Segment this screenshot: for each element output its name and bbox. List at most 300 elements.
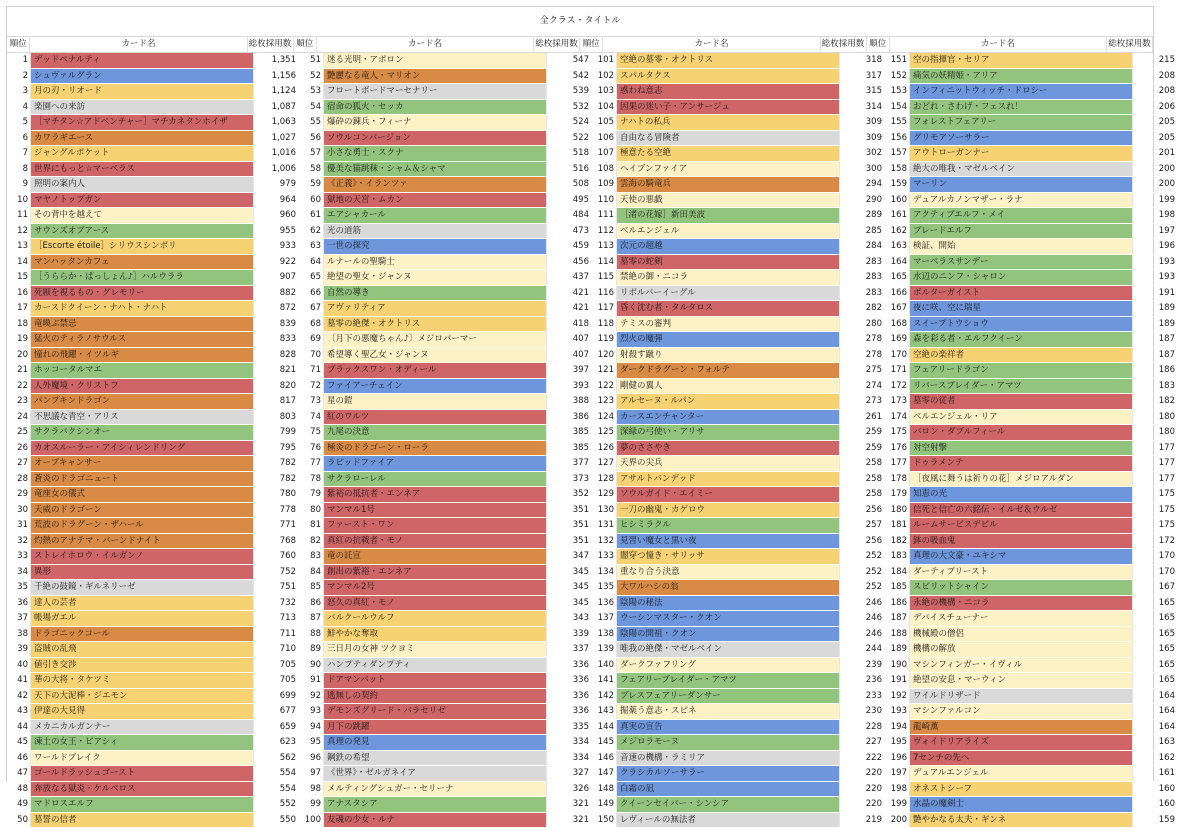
rank-cell: 150 bbox=[593, 813, 617, 828]
table-row bbox=[593, 131, 886, 147]
rank-cell: 166 bbox=[886, 286, 910, 301]
count-cell: 713 bbox=[253, 611, 300, 626]
table-row bbox=[593, 611, 886, 627]
count-cell: 732 bbox=[253, 596, 300, 611]
count-cell: 456 bbox=[546, 255, 593, 270]
table-row bbox=[7, 348, 300, 364]
header-rank: 順位 bbox=[580, 37, 603, 52]
card-name-cell: オーブキャンサー bbox=[31, 456, 253, 471]
count-cell: 159 bbox=[1132, 813, 1179, 828]
table-row bbox=[7, 549, 300, 565]
card-name-cell: 死厭を視るもの・グレモリー bbox=[31, 286, 253, 301]
card-name-cell: 夢のささやき bbox=[617, 441, 839, 456]
rank-cell: 179 bbox=[886, 487, 910, 502]
table-row bbox=[300, 766, 593, 782]
rank-cell: 159 bbox=[886, 177, 910, 192]
count-cell: 220 bbox=[839, 782, 886, 797]
count-cell: 191 bbox=[1132, 286, 1179, 301]
count-cell: 200 bbox=[1132, 162, 1179, 177]
table-row bbox=[7, 797, 300, 813]
table-row bbox=[593, 642, 886, 658]
count-cell: 1,063 bbox=[253, 115, 300, 130]
table-row bbox=[593, 472, 886, 488]
count-cell: 955 bbox=[253, 224, 300, 239]
table-row bbox=[886, 673, 1179, 689]
table-row bbox=[886, 317, 1179, 333]
count-cell: 782 bbox=[253, 456, 300, 471]
rank-cell: 167 bbox=[886, 301, 910, 316]
rank-cell: 83 bbox=[300, 549, 324, 564]
card-name-cell: 極炎のドラゴーン・ローラ bbox=[324, 441, 546, 456]
table-row bbox=[886, 162, 1179, 178]
count-cell: 258 bbox=[839, 456, 886, 471]
card-name-cell: フェアリーブレイダー・アマツ bbox=[617, 673, 839, 688]
count-cell: 1,124 bbox=[253, 84, 300, 99]
count-cell: 321 bbox=[546, 813, 593, 828]
table-row bbox=[593, 782, 886, 798]
header-rank: 順位 bbox=[294, 37, 317, 52]
count-cell: 274 bbox=[839, 379, 886, 394]
card-name-cell: 鋼鉄の希望 bbox=[324, 751, 546, 766]
header-count: 総枚採用数 bbox=[534, 37, 580, 52]
rank-cell: 151 bbox=[886, 53, 910, 68]
card-name-cell: ダーティプリースト bbox=[910, 565, 1132, 580]
count-cell: 162 bbox=[1132, 751, 1179, 766]
table-row bbox=[886, 363, 1179, 379]
rank-cell: 173 bbox=[886, 394, 910, 409]
rank-cell: 9 bbox=[7, 177, 31, 192]
rank-cell: 78 bbox=[300, 472, 324, 487]
rank-cell: 113 bbox=[593, 239, 617, 254]
table-row bbox=[300, 518, 593, 534]
card-name-cell: ソウルガイド・エイミー bbox=[617, 487, 839, 502]
table-row bbox=[886, 735, 1179, 751]
rank-cell: 75 bbox=[300, 425, 324, 440]
table-row bbox=[300, 348, 593, 364]
card-name-cell: 陰陽の秘法 bbox=[617, 596, 839, 611]
count-cell: 290 bbox=[839, 193, 886, 208]
rank-cell: 65 bbox=[300, 270, 324, 285]
rank-cell: 132 bbox=[593, 534, 617, 549]
rank-cell: 100 bbox=[300, 813, 324, 828]
table-row bbox=[886, 456, 1179, 472]
rank-cell: 112 bbox=[593, 224, 617, 239]
table-row bbox=[7, 642, 300, 658]
rank-cell: 164 bbox=[886, 255, 910, 270]
rank-cell: 49 bbox=[7, 797, 31, 812]
table-row bbox=[886, 503, 1179, 519]
count-cell: 164 bbox=[1132, 720, 1179, 735]
card-name-cell: 一刀の幽鬼・カゲロウ bbox=[617, 503, 839, 518]
table-row bbox=[593, 146, 886, 162]
count-cell: 407 bbox=[546, 348, 593, 363]
card-name-cell: ［Escorte étoile］シリウスシンボリ bbox=[31, 239, 253, 254]
count-cell: 294 bbox=[839, 177, 886, 192]
table-row bbox=[7, 193, 300, 209]
count-cell: 539 bbox=[546, 84, 593, 99]
card-name-cell: 紫裕の抵抗者・エンネア bbox=[324, 487, 546, 502]
count-cell: 386 bbox=[546, 410, 593, 425]
rank-cell: 27 bbox=[7, 456, 31, 471]
count-cell: 172 bbox=[1132, 534, 1179, 549]
rank-cell: 139 bbox=[593, 642, 617, 657]
card-name-cell: マシンフィンガー・イヴィル bbox=[910, 658, 1132, 673]
rank-cell: 127 bbox=[593, 456, 617, 471]
card-name-cell: 天下の大泥棒・ジエモン bbox=[31, 689, 253, 704]
rank-cell: 174 bbox=[886, 410, 910, 425]
rank-cell: 158 bbox=[886, 162, 910, 177]
count-cell: 239 bbox=[839, 658, 886, 673]
count-cell: 385 bbox=[546, 425, 593, 440]
card-name-cell: デモンズグリード・バラセリゼ bbox=[324, 704, 546, 719]
table-row bbox=[300, 658, 593, 674]
card-name-cell: ボルターガイスト bbox=[910, 286, 1132, 301]
table-row bbox=[593, 224, 886, 240]
table-row bbox=[7, 580, 300, 596]
card-name-cell: 鮮やかな奪取 bbox=[324, 627, 546, 642]
count-cell: 334 bbox=[546, 751, 593, 766]
count-cell: 285 bbox=[839, 224, 886, 239]
rank-cell: 109 bbox=[593, 177, 617, 192]
card-name-cell: 竜座女の儀式 bbox=[31, 487, 253, 502]
count-cell: 473 bbox=[546, 224, 593, 239]
table-row bbox=[7, 627, 300, 643]
count-cell: 327 bbox=[546, 766, 593, 781]
card-name-cell: 森を彩る者・エルフクイーン bbox=[910, 332, 1132, 347]
count-cell: 227 bbox=[839, 735, 886, 750]
table-row bbox=[886, 193, 1179, 209]
table-row bbox=[886, 53, 1179, 69]
card-name-cell: 禁絶の御・ニコラ bbox=[617, 270, 839, 285]
rank-cell: 124 bbox=[593, 410, 617, 425]
table-row bbox=[886, 115, 1179, 131]
rank-cell: 30 bbox=[7, 503, 31, 518]
card-name-cell: テミスの審判 bbox=[617, 317, 839, 332]
table-row bbox=[886, 100, 1179, 116]
table-row bbox=[886, 782, 1179, 798]
count-cell: 377 bbox=[546, 456, 593, 471]
card-name-cell: ダークファフリング bbox=[617, 658, 839, 673]
rank-cell: 57 bbox=[300, 146, 324, 161]
table-row bbox=[7, 255, 300, 271]
count-cell: 321 bbox=[546, 797, 593, 812]
rank-cell: 102 bbox=[593, 69, 617, 84]
table-row bbox=[300, 425, 593, 441]
card-name-cell: ブレスフェアリーダンサー bbox=[617, 689, 839, 704]
count-cell: 284 bbox=[839, 239, 886, 254]
count-cell: 1,027 bbox=[253, 131, 300, 146]
count-cell: 699 bbox=[253, 689, 300, 704]
count-cell: 817 bbox=[253, 394, 300, 409]
table-row bbox=[886, 131, 1179, 147]
count-cell: 751 bbox=[253, 580, 300, 595]
count-cell: 252 bbox=[839, 565, 886, 580]
rank-cell: 176 bbox=[886, 441, 910, 456]
table-row bbox=[593, 84, 886, 100]
rank-cell: 89 bbox=[300, 642, 324, 657]
table-row bbox=[886, 549, 1179, 565]
card-name-cell: 機構の解放 bbox=[910, 642, 1132, 657]
card-name-cell: 剛健の翼人 bbox=[617, 379, 839, 394]
rank-cell: 29 bbox=[7, 487, 31, 502]
table-row bbox=[300, 84, 593, 100]
count-cell: 180 bbox=[1132, 425, 1179, 440]
card-name-cell: ゴールドラッシュゴースト bbox=[31, 766, 253, 781]
table-row bbox=[593, 53, 886, 69]
card-name-cell: ナハトの私兵 bbox=[617, 115, 839, 130]
rank-cell: 172 bbox=[886, 379, 910, 394]
count-cell: 273 bbox=[839, 394, 886, 409]
card-name-cell: 華の大将・タケツミ bbox=[31, 673, 253, 688]
rank-cell: 188 bbox=[886, 627, 910, 642]
count-cell: 220 bbox=[839, 766, 886, 781]
card-name-cell: 〔月下の悪魔ちゃん♪〕メジロパーマー bbox=[324, 332, 546, 347]
card-name-cell: ワールドブレイク bbox=[31, 751, 253, 766]
rank-cell: 187 bbox=[886, 611, 910, 626]
count-cell: 258 bbox=[839, 487, 886, 502]
table-row bbox=[7, 162, 300, 178]
card-name-cell: オネストシーフ bbox=[910, 782, 1132, 797]
count-cell: 206 bbox=[1132, 100, 1179, 115]
rank-cell: 156 bbox=[886, 131, 910, 146]
count-cell: 421 bbox=[546, 301, 593, 316]
rank-cell: 11 bbox=[7, 208, 31, 223]
ranking-block bbox=[886, 53, 1179, 828]
rank-cell: 10 bbox=[7, 193, 31, 208]
card-name-cell: 友魂の少女・ルナ bbox=[324, 813, 546, 828]
card-name-cell: ソウルコンバージョン bbox=[324, 131, 546, 146]
table-row bbox=[7, 735, 300, 751]
rank-cell: 71 bbox=[300, 363, 324, 378]
card-name-cell: バロン・ダブルフィール bbox=[910, 425, 1132, 440]
rank-cell: 111 bbox=[593, 208, 617, 223]
count-cell: 275 bbox=[839, 363, 886, 378]
rank-cell: 36 bbox=[7, 596, 31, 611]
card-name-cell: ベルエンジェル・リア bbox=[910, 410, 1132, 425]
table-row bbox=[300, 363, 593, 379]
table-row bbox=[593, 673, 886, 689]
card-name-cell: グリモアソーサラー bbox=[910, 131, 1132, 146]
table-row bbox=[7, 751, 300, 767]
rank-cell: 69 bbox=[300, 332, 324, 347]
count-cell: 252 bbox=[839, 549, 886, 564]
count-cell: 187 bbox=[1132, 348, 1179, 363]
card-name-cell: アクティブエルフ・メイ bbox=[910, 208, 1132, 223]
card-name-cell: 墓零の絶傑・オクトリス bbox=[324, 317, 546, 332]
count-cell: 518 bbox=[546, 146, 593, 161]
card-name-cell: 大ワルハシの翁 bbox=[617, 580, 839, 595]
table-row bbox=[300, 503, 593, 519]
rank-cell: 146 bbox=[593, 751, 617, 766]
count-cell: 201 bbox=[1132, 146, 1179, 161]
rank-cell: 66 bbox=[300, 286, 324, 301]
table-row bbox=[7, 673, 300, 689]
table-row bbox=[886, 813, 1179, 828]
count-cell: 1,087 bbox=[253, 100, 300, 115]
rank-cell: 51 bbox=[300, 53, 324, 68]
table-row bbox=[7, 689, 300, 705]
rank-cell: 183 bbox=[886, 549, 910, 564]
table-row bbox=[593, 534, 886, 550]
card-name-cell: 白霜の凪 bbox=[617, 782, 839, 797]
card-name-cell: アサルトバンデッド bbox=[617, 472, 839, 487]
card-name-cell: 次元の超越 bbox=[617, 239, 839, 254]
card-name-cell: 極意たる空絶 bbox=[617, 146, 839, 161]
rank-cell: 145 bbox=[593, 735, 617, 750]
card-name-cell: 7センチの先へ bbox=[910, 751, 1132, 766]
table-row bbox=[7, 658, 300, 674]
count-cell: 189 bbox=[1132, 317, 1179, 332]
card-name-cell: 《世界》・ゼルガネイア bbox=[324, 766, 546, 781]
card-name-cell: サクラローレル bbox=[324, 472, 546, 487]
header-row bbox=[7, 37, 1153, 53]
rank-cell: 168 bbox=[886, 317, 910, 332]
card-name-cell: ファイアーチェイン bbox=[324, 379, 546, 394]
card-name-cell: 怒久の真紅・モノ bbox=[324, 596, 546, 611]
rank-cell: 110 bbox=[593, 193, 617, 208]
rank-cell: 189 bbox=[886, 642, 910, 657]
count-cell: 388 bbox=[546, 394, 593, 409]
table-row bbox=[593, 580, 886, 596]
count-cell: 554 bbox=[253, 782, 300, 797]
table-row bbox=[886, 487, 1179, 503]
rank-cell: 131 bbox=[593, 518, 617, 533]
card-name-cell: 水辺のニンフ・シャロン bbox=[910, 270, 1132, 285]
table-row bbox=[7, 69, 300, 85]
table-row bbox=[886, 255, 1179, 271]
card-name-cell: 迷る光明・アポロン bbox=[324, 53, 546, 68]
rank-cell: 152 bbox=[886, 69, 910, 84]
card-name-cell: 艶やかなる太夫・ギンネ bbox=[910, 813, 1132, 828]
rank-cell: 133 bbox=[593, 549, 617, 564]
count-cell: 208 bbox=[1132, 84, 1179, 99]
ranking-sheet bbox=[6, 6, 1154, 782]
table-row bbox=[7, 518, 300, 534]
count-cell: 407 bbox=[546, 332, 593, 347]
ranking-block bbox=[7, 53, 300, 828]
table-row bbox=[300, 487, 593, 503]
table-row bbox=[886, 596, 1179, 612]
rank-cell: 63 bbox=[300, 239, 324, 254]
rank-cell: 171 bbox=[886, 363, 910, 378]
rank-cell: 58 bbox=[300, 162, 324, 177]
count-cell: 351 bbox=[546, 518, 593, 533]
table-row bbox=[300, 472, 593, 488]
table-row bbox=[300, 704, 593, 720]
count-cell: 198 bbox=[1132, 208, 1179, 223]
rank-cell: 175 bbox=[886, 425, 910, 440]
card-name-cell: 絶大の唯我・マゼルベイン bbox=[910, 162, 1132, 177]
count-cell: 1,006 bbox=[253, 162, 300, 177]
card-name-cell: 天使の悪戯 bbox=[617, 193, 839, 208]
count-cell: 345 bbox=[546, 596, 593, 611]
rank-cell: 2 bbox=[7, 69, 31, 84]
rank-cell: 144 bbox=[593, 720, 617, 735]
card-name-cell: ヴォイドリアライズ bbox=[910, 735, 1132, 750]
card-name-cell: ダークドラグーン・フォルテ bbox=[617, 363, 839, 378]
card-name-cell: 竜の託宣 bbox=[324, 549, 546, 564]
count-cell: 705 bbox=[253, 658, 300, 673]
count-cell: 780 bbox=[253, 487, 300, 502]
card-name-cell: フロートボードマーセナリー bbox=[324, 84, 546, 99]
table-row bbox=[7, 239, 300, 255]
card-name-cell: 凍土の女王・ピアシィ bbox=[31, 735, 253, 750]
rank-cell: 73 bbox=[300, 394, 324, 409]
card-name-cell: 闇穿つ憧き・サリッサ bbox=[617, 549, 839, 564]
card-name-cell: 不思議な青空・アリス bbox=[31, 410, 253, 425]
rank-cell: 193 bbox=[886, 704, 910, 719]
card-name-cell: 夜に咲、空に瑞星 bbox=[910, 301, 1132, 316]
count-cell: 532 bbox=[546, 100, 593, 115]
table-row bbox=[886, 69, 1179, 85]
card-name-cell: 空の指揮官・セリア bbox=[910, 53, 1132, 68]
card-name-cell: 猛火のティラノサウルス bbox=[31, 332, 253, 347]
table-row bbox=[886, 224, 1179, 240]
rank-cell: 126 bbox=[593, 441, 617, 456]
card-name-cell: 因果の迷い子・アンサージュ bbox=[617, 100, 839, 115]
card-name-cell: 鉢の吸血鬼 bbox=[910, 534, 1132, 549]
card-name-cell: ドアマンバット bbox=[324, 673, 546, 688]
card-name-cell: 人外魔境・クリストフ bbox=[31, 379, 253, 394]
table-row bbox=[7, 177, 300, 193]
card-name-cell: 陰陽の開祖・クオン bbox=[617, 627, 839, 642]
rank-cell: 67 bbox=[300, 301, 324, 316]
card-name-cell: 墓零の蛇剣 bbox=[617, 255, 839, 270]
table-row bbox=[593, 596, 886, 612]
count-cell: 193 bbox=[1132, 270, 1179, 285]
card-name-cell: 知恵の光 bbox=[910, 487, 1132, 502]
count-cell: 760 bbox=[253, 549, 300, 564]
table-row bbox=[886, 146, 1179, 162]
rank-cell: 141 bbox=[593, 673, 617, 688]
card-name-cell: 竜喚ぶ禁忌 bbox=[31, 317, 253, 332]
card-name-cell: アウトローガンナー bbox=[910, 146, 1132, 161]
count-cell: 1,016 bbox=[253, 146, 300, 161]
rank-cell: 101 bbox=[593, 53, 617, 68]
table-row bbox=[593, 627, 886, 643]
table-row bbox=[886, 751, 1179, 767]
card-name-cell: アヴァリティア bbox=[324, 301, 546, 316]
rank-cell: 160 bbox=[886, 193, 910, 208]
table-row bbox=[593, 410, 886, 426]
count-cell: 314 bbox=[839, 100, 886, 115]
rank-cell: 64 bbox=[300, 255, 324, 270]
rank-cell: 149 bbox=[593, 797, 617, 812]
table-row bbox=[886, 270, 1179, 286]
card-name-cell: デッドペナルティ bbox=[31, 53, 253, 68]
rank-cell: 34 bbox=[7, 565, 31, 580]
table-row bbox=[300, 177, 593, 193]
table-row bbox=[7, 146, 300, 162]
table-row bbox=[300, 627, 593, 643]
table-row bbox=[593, 208, 886, 224]
table-row bbox=[300, 286, 593, 302]
rank-cell: 24 bbox=[7, 410, 31, 425]
rank-cell: 91 bbox=[300, 673, 324, 688]
rank-cell: 181 bbox=[886, 518, 910, 533]
count-cell: 882 bbox=[253, 286, 300, 301]
table-row bbox=[593, 751, 886, 767]
table-row bbox=[593, 658, 886, 674]
rank-cell: 142 bbox=[593, 689, 617, 704]
header-name: カード名 bbox=[30, 37, 247, 52]
count-cell: 711 bbox=[253, 627, 300, 642]
card-name-cell: ［渚の花嫁］新田美波 bbox=[617, 208, 839, 223]
count-cell: 252 bbox=[839, 580, 886, 595]
count-cell: 979 bbox=[253, 177, 300, 192]
rank-cell: 96 bbox=[300, 751, 324, 766]
rank-cell: 8 bbox=[7, 162, 31, 177]
